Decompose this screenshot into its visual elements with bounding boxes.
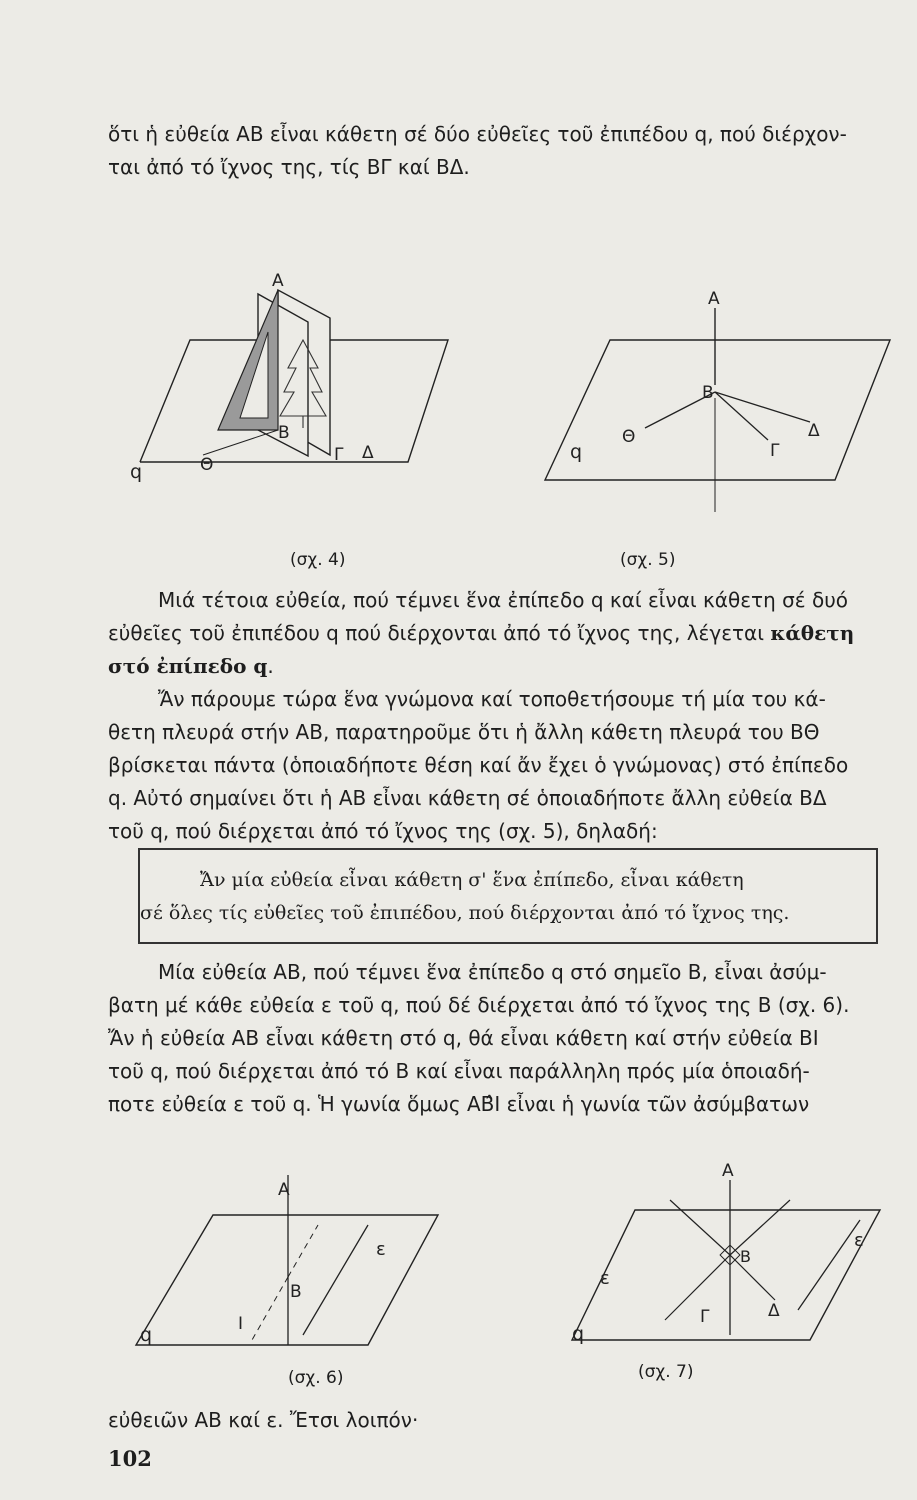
- paragraph-1: [108, 118, 898, 184]
- label-Th: Θ: [200, 455, 214, 475]
- text-line: ὅτι ἡ εὐθεία ΑΒ εἶναι κάθετη σέ δύο εὐθεῖες τοῦ ἐπιπέδου q, πού διέρχον-: [108, 122, 847, 146]
- label-q: q: [570, 441, 583, 463]
- label-Th: Θ: [622, 427, 636, 447]
- label-e: ε: [854, 1230, 864, 1251]
- text-line: θετη πλευρά στήν ΑΒ, παρατηροῦμε ὅτι ἡ ἄλλη κάθετη πλευρά του ΒΘ: [108, 720, 820, 744]
- theorem-line: σέ ὅλες τίς εὐθεῖες τοῦ ἐπιπέδου, πού διέρχονται ἀπό τό ἴχνος της.: [140, 902, 790, 924]
- text-line: εὐθειῶν ΑΒ καί ε. Ἔτσι λοιπόν·: [108, 1408, 419, 1432]
- label-A: Α: [708, 289, 720, 309]
- caption-fig4: (σχ. 4): [290, 550, 346, 570]
- label-q: q: [140, 1324, 153, 1346]
- text-line: ποτε εὐθεία ε τοῦ q. Ἡ γωνία ὅμως ΑΒ̂Ι εἶναι ἡ γωνία τῶν ἀσύμβατων: [108, 1092, 810, 1116]
- label-B: Β: [702, 383, 714, 403]
- label-D: Δ: [768, 1301, 780, 1321]
- text-line: .: [267, 654, 274, 678]
- text-line: τοῦ q, πού διέρχεται ἀπό τό ἴχνος της (σχ. 5), δηλαδή:: [108, 819, 658, 843]
- label-G: Γ: [334, 445, 344, 465]
- paragraph-3: [108, 683, 898, 848]
- label-D: Δ: [808, 421, 820, 441]
- label-A: Α: [272, 271, 284, 291]
- label-q: q: [572, 1323, 585, 1345]
- figure-4: [108, 270, 468, 500]
- caption-fig5: (σχ. 5): [620, 550, 676, 570]
- label-G: Γ: [770, 441, 780, 461]
- theorem-box: [138, 848, 878, 944]
- text-line: Ἄν πάρουμε τώρα ἕνα γνώμονα καί τοποθετήσουμε τή μία του κά-: [158, 687, 826, 711]
- paragraph-2: [108, 584, 898, 683]
- figure-7: [560, 1161, 890, 1360]
- text-line: βατη μέ κάθε εὐθεία ε τοῦ q, πού δέ διέρχεται ἀπό τό ἴχνος της Β (σχ. 6).: [108, 993, 850, 1017]
- paragraph-5: [108, 1404, 898, 1437]
- label-B: Β: [740, 1247, 751, 1266]
- text-line: εὐθεῖες τοῦ ἐπιπέδου q πού διέρχονται ἀπό τό ἴχνος της, λέγεται: [108, 621, 771, 645]
- text-line: Μιά τέτοια εὐθεία, πού τέμνει ἕνα ἐπίπεδο q καί εἶναι κάθετη σέ δυό: [158, 588, 848, 612]
- label-q: q: [130, 461, 143, 483]
- text-line: q. Αὐτό σημαίνει ὅτι ἡ ΑΒ εἶναι κάθετη σέ ὁποιαδήποτε ἄλλη εὐθεία ΒΔ: [108, 786, 827, 810]
- caption-fig7: (σχ. 7): [638, 1362, 694, 1382]
- text-line: Μία εὐθεία ΑΒ, πού τέμνει ἕνα ἐπίπεδο q στό σημεῖο Β, εἶναι ἀσύμ-: [158, 960, 827, 984]
- paragraph-4: [108, 956, 898, 1121]
- text-line: Ἄν ἡ εὐθεία ΑΒ εἶναι κάθετη στό q, θά εἶναι κάθετη καί στήν εὐθεία ΒΙ: [108, 1026, 819, 1050]
- label-e: ε: [376, 1239, 386, 1260]
- theorem-line: Ἄν μία εὐθεία εἶναι κάθετη σ' ἕνα ἐπίπεδο, εἶναι κάθετη: [200, 869, 744, 891]
- text-line: βρίσκεται πάντα (ὁποιαδήποτε θέση καί ἄν ἔχει ὁ γνώμονας) στό ἐπίπεδο: [108, 753, 849, 777]
- label-G: Γ: [700, 1307, 710, 1327]
- figure-5: [530, 280, 900, 515]
- caption-fig6: (σχ. 6): [288, 1368, 344, 1388]
- page-number: 102: [108, 1446, 152, 1471]
- bold-term: κάθετη: [770, 621, 855, 645]
- label-B: Β: [278, 423, 290, 443]
- label-I: Ι: [238, 1314, 244, 1334]
- figure-6: [118, 1180, 448, 1365]
- label-B: Β: [290, 1282, 302, 1302]
- label-A: Α: [722, 1161, 734, 1181]
- text-line: ται ἀπό τό ἴχνος της, τίς ΒΓ καί ΒΔ.: [108, 155, 470, 179]
- bold-term: στό ἐπίπεδο q: [108, 654, 268, 678]
- label-D: Δ: [362, 443, 374, 463]
- label-e2: ε: [600, 1268, 610, 1289]
- label-A: Α: [278, 1180, 290, 1200]
- text-line: τοῦ q, πού διέρχεται ἀπό τό Β καί εἶναι παράλληλη πρός μία ὁποιαδή-: [108, 1059, 810, 1083]
